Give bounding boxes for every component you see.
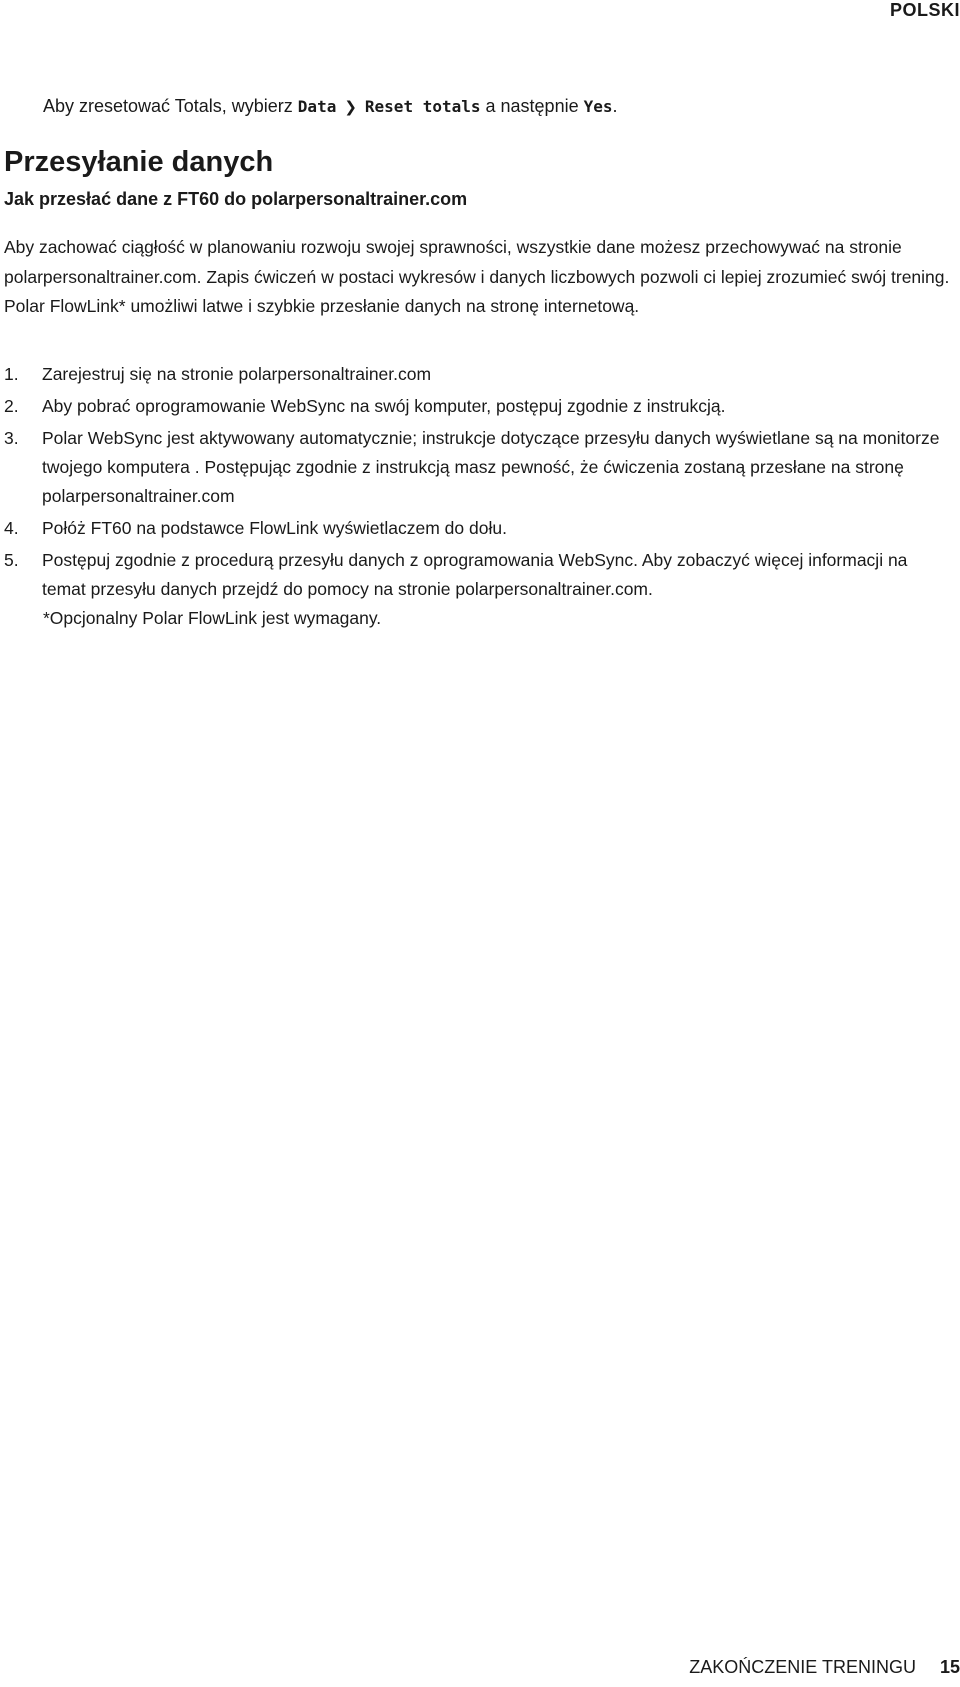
step-number: 2.	[4, 396, 19, 416]
reset-instruction	[43, 96, 618, 117]
reset-middle: a następnie	[485, 96, 579, 116]
step-number: 3.	[4, 428, 19, 448]
page-footer	[689, 1657, 960, 1678]
chevron-right-icon: ❯	[344, 99, 357, 116]
list-item	[4, 392, 954, 421]
reset-prefix: Aby zresetować Totals, wybierz	[43, 96, 293, 116]
menu-item-reset-totals: Reset totals	[364, 97, 481, 116]
list-item	[4, 424, 954, 511]
step-text: Zarejestruj się na stronie polarpersonaltrainer.com	[42, 364, 432, 384]
step-text: Postępuj zgodnie z procedurą przesyłu danych z oprogramowania WebSync. Aby zobaczyć więcej informacji na temat przesyłu danych przejdź do pomocy na stronie polarpersonaltrainer.com.	[42, 550, 908, 599]
footnote: *Opcjonalny Polar FlowLink jest wymagany.	[43, 608, 382, 628]
step-text: Aby pobrać oprogramowanie WebSync na swój komputer, postępuj zgodnie z instrukcją.	[42, 396, 726, 416]
page-number: 15	[939, 1657, 960, 1677]
menu-item-data: Data	[297, 97, 337, 116]
menu-item-yes: Yes	[583, 97, 613, 116]
intro-paragraph: Aby zachować ciągłość w planowaniu rozwoju swojej sprawności, wszystkie dane możesz przechowywać na stronie polarpersonaltrainer.com. Zapis ćwiczeń w postaci wykresów i danych liczbowych pozwoli ci lepiej zrozumieć swój trening. Polar FlowLink* umożliwi latwe i szybkie przesłanie danych na stronę internetową.	[4, 237, 950, 316]
section-title: Przesyłanie danych	[4, 146, 274, 178]
steps-list	[4, 360, 954, 607]
list-item	[4, 514, 954, 543]
step-text: Połóż FT60 na podstawce FlowLink wyświetlaczem do dołu.	[42, 518, 507, 538]
list-item	[4, 546, 954, 604]
language-label: POLSKI	[889, 0, 960, 20]
list-item	[4, 360, 954, 389]
step-number: 1.	[4, 364, 19, 384]
reset-suffix: .	[612, 96, 618, 116]
chapter-title: ZAKOŃCZENIE TRENINGU	[689, 1657, 916, 1677]
step-text: Polar WebSync jest aktywowany automatycznie; instrukcje dotyczące przesyłu danych wyświetlane są na monitorze twojego komputera . Postępując zgodnie z instrukcją masz pewność, że ćwiczenia zostaną przesłane na stronę polarpersonaltrainer.com	[42, 428, 940, 506]
section-subtitle: Jak przesłać dane z FT60 do polarpersonaltrainer.com	[4, 189, 468, 209]
step-number: 5.	[4, 550, 19, 570]
step-number: 4.	[4, 518, 19, 538]
